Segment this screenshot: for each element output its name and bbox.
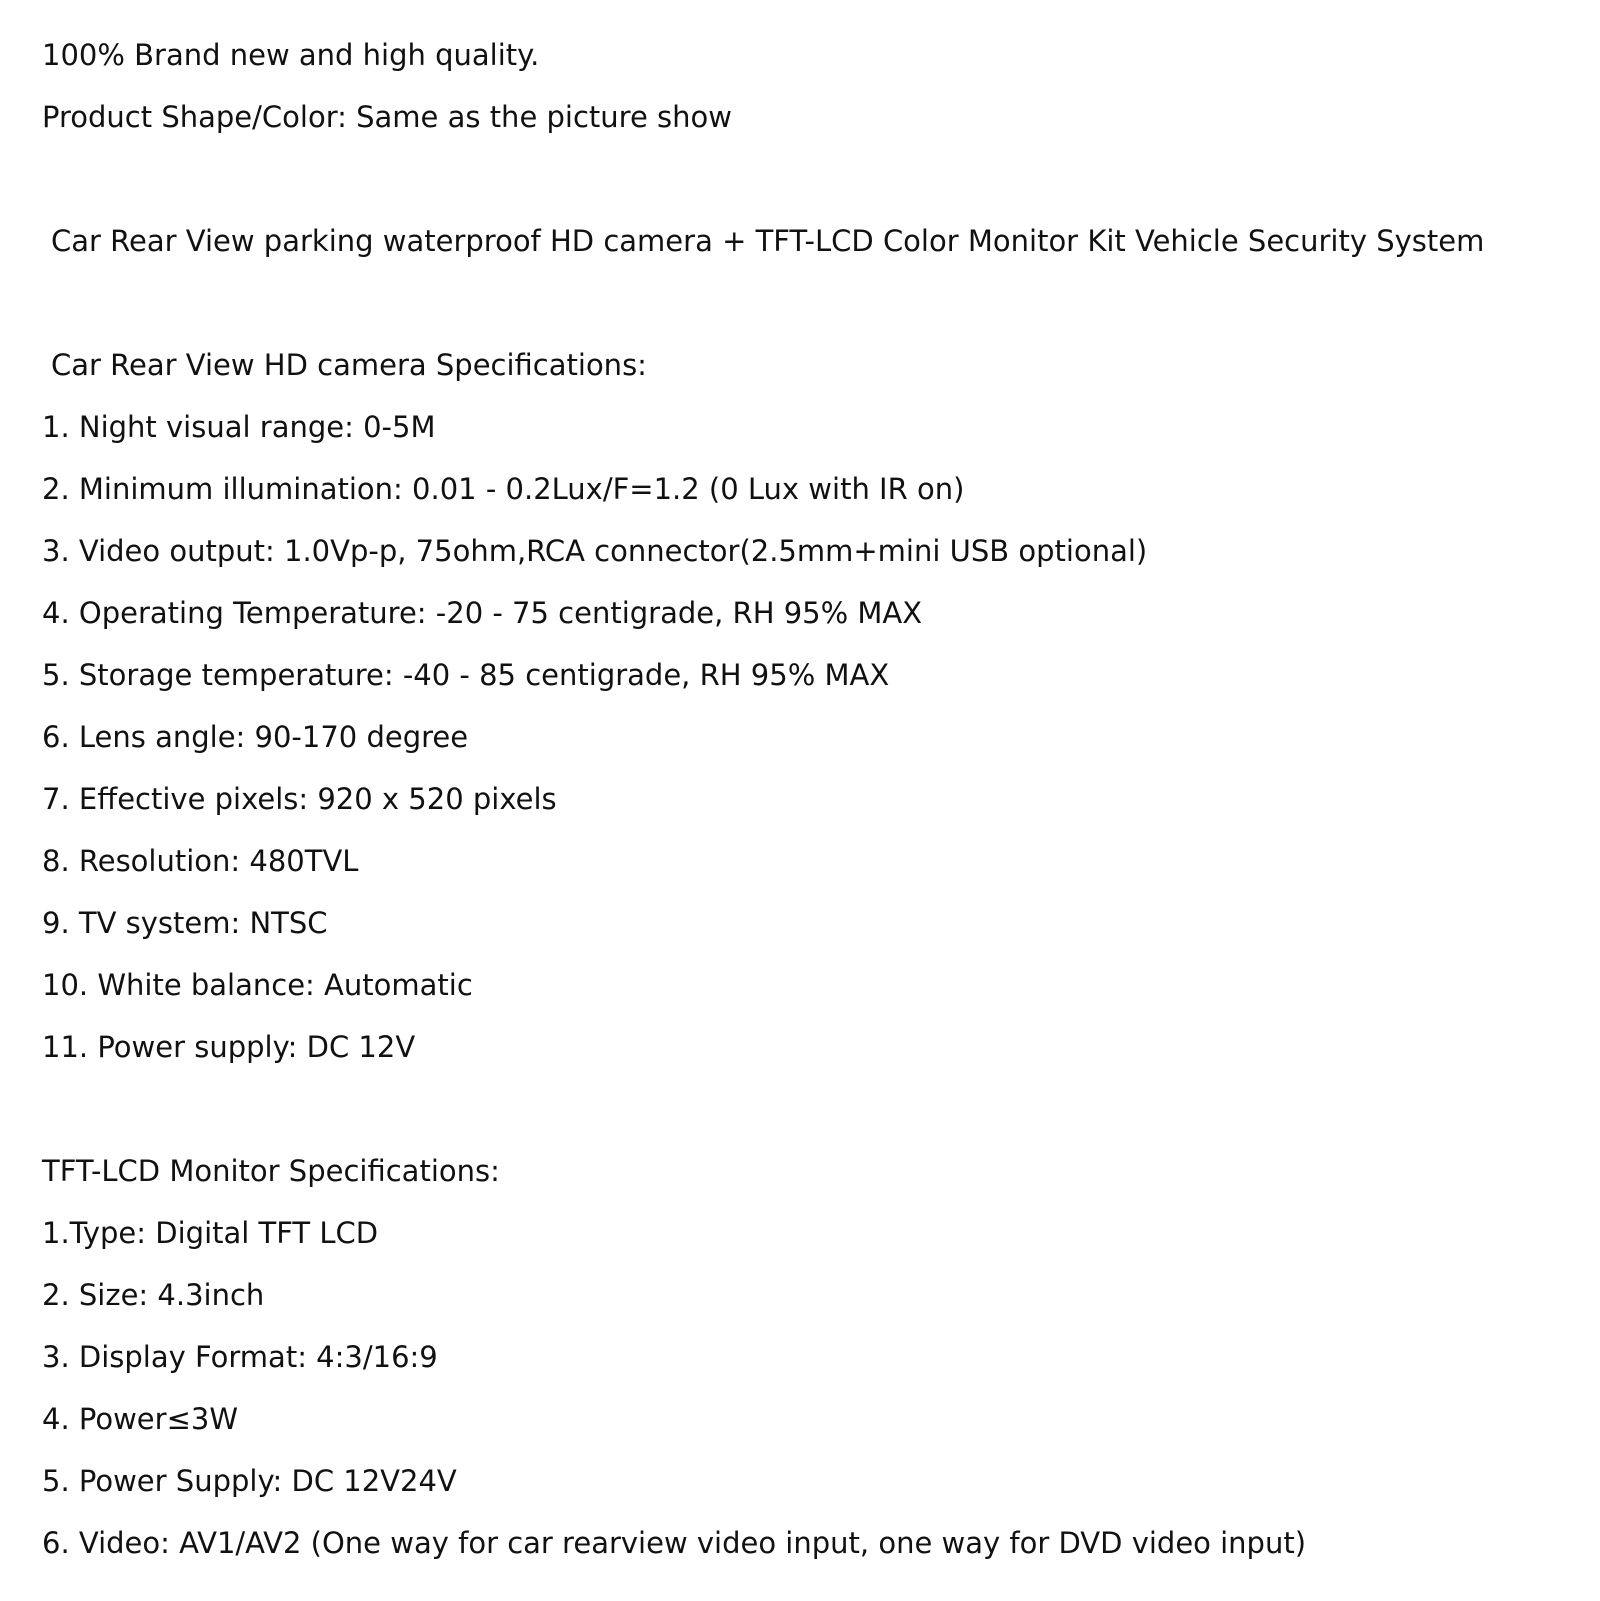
monitor-spec-item: 3. Display Format: 4:3/16:9 xyxy=(42,1340,438,1374)
camera-spec-item: 10. White balance: Automatic xyxy=(42,968,473,1002)
camera-spec-item: 2. Minimum illumination: 0.01 - 0.2Lux/F=1.2 (0 Lux with IR on) xyxy=(42,472,965,506)
monitor-spec-item: 6. Video: AV1/AV2 (One way for car rearview video input, one way for DVD video input) xyxy=(42,1526,1307,1560)
camera-spec-item: 9. TV system: NTSC xyxy=(42,906,328,940)
camera-spec-item: 6. Lens angle: 90-170 degree xyxy=(42,720,469,754)
camera-spec-item: 11. Power supply: DC 12V xyxy=(42,1030,416,1064)
monitor-spec-item: 2. Size: 4.3inch xyxy=(42,1278,265,1312)
monitor-spec-item: 4. Power≤3W xyxy=(42,1402,238,1436)
product-title: Car Rear View parking waterproof HD camera + TFT-LCD Color Monitor Kit Vehicle Security System xyxy=(51,224,1485,258)
monitor-specs-heading: TFT-LCD Monitor Specifications: xyxy=(42,1154,500,1188)
camera-spec-item: 3. Video output: 1.0Vp-p, 75ohm,RCA connector(2.5mm+mini USB optional) xyxy=(42,534,1148,568)
camera-spec-item: 8. Resolution: 480TVL xyxy=(42,844,359,878)
camera-spec-item: 5. Storage temperature: -40 - 85 centigrade, RH 95% MAX xyxy=(42,658,890,692)
intro-line-shape-color: Product Shape/Color: Same as the picture show xyxy=(42,100,732,134)
monitor-spec-item: 1.Type: Digital TFT LCD xyxy=(42,1216,379,1250)
camera-spec-item: 1. Night visual range: 0-5M xyxy=(42,410,436,444)
monitor-spec-item: 5. Power Supply: DC 12V24V xyxy=(42,1464,457,1498)
camera-specs-heading: Car Rear View HD camera Specifications: xyxy=(51,348,647,382)
intro-line-brand-new: 100% Brand new and high quality. xyxy=(42,38,540,72)
camera-spec-item: 4. Operating Temperature: -20 - 75 centigrade, RH 95% MAX xyxy=(42,596,923,630)
camera-spec-item: 7. Effective pixels: 920 x 520 pixels xyxy=(42,782,557,816)
